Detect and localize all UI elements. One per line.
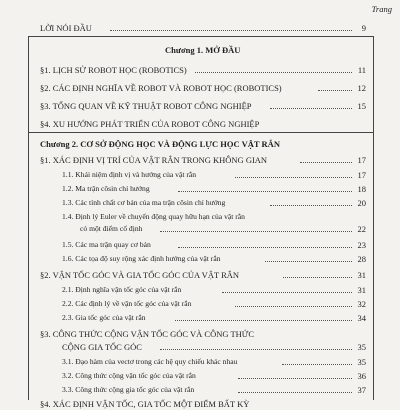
- toc-entry-page: 37: [357, 385, 366, 395]
- leader-dots: [265, 261, 352, 262]
- toc-entry-text: 1.2. Ma trận côsin chỉ hướng: [62, 184, 150, 193]
- leader-dots: [160, 231, 352, 232]
- leader-dots: [175, 320, 352, 321]
- toc-entry-text: LỜI NÓI ĐẦU: [40, 23, 92, 33]
- leader-dots: [110, 30, 352, 31]
- leader-dots: [195, 72, 352, 73]
- toc-entry-s2-1-5: [0, 239, 400, 251]
- toc-entry-text: 3.1. Đạo hàm của vectơ trong các hệ quy chiếu khác nhau: [62, 357, 238, 366]
- toc-entry-text: có một điểm cố định: [80, 224, 143, 233]
- toc-entry-ch1: [0, 44, 400, 56]
- toc-entry-page: 34: [357, 313, 366, 323]
- leader-dots: [318, 90, 352, 91]
- toc-entry-text: 2.1. Định nghĩa vận tốc góc của vật rắn: [62, 285, 182, 294]
- toc-entry-page: 9: [361, 23, 366, 33]
- toc-entry-s2-1-4: [0, 211, 400, 223]
- toc-entry-text: §2. VẬN TỐC GÓC VÀ GIA TỐC GÓC CỦA VẬT RẮN: [40, 270, 240, 280]
- leader-dots: [178, 247, 352, 248]
- toc-entry-text: 1.1. Khái niệm định vị và hướng của vật rắn: [62, 170, 197, 179]
- toc-entry-s2-1: [0, 154, 400, 166]
- toc-entry-text: §2. CÁC ĐỊNH NGHĨA VỀ ROBOT VÀ ROBOT HỌC (ROBOTICS): [40, 83, 282, 93]
- toc-entry-text: §3. TỔNG QUAN VỀ KỸ THUẬT ROBOT CÔNG NGHIỆP: [40, 101, 252, 111]
- leader-dots: [238, 392, 352, 393]
- toc-entry-text: §4. XÁC ĐỊNH VẬN TỐC, GIA TỐC MỘT ĐIỂM BẤT KỲ: [40, 399, 250, 409]
- toc-entry-s2-2-3: [0, 312, 400, 324]
- toc-entry-page: 11: [357, 65, 366, 75]
- leader-dots: [235, 177, 352, 178]
- leader-dots: [283, 277, 352, 278]
- table-rule: [28, 36, 29, 400]
- toc-entry-text: §1. XÁC ĐỊNH VỊ TRÍ CỦA VẬT RẮN TRONG KHÔNG GIAN: [40, 155, 268, 165]
- toc-entry-page: 35: [357, 357, 366, 367]
- toc-entry-page: 15: [357, 101, 366, 111]
- toc-entry-text: 1.3. Các tính chất cơ bản của ma trận côsin chỉ hướng: [62, 198, 226, 207]
- toc-entry-s2-3-2: [0, 370, 400, 382]
- leader-dots: [300, 162, 352, 163]
- toc-entry-page: 31: [357, 285, 366, 295]
- toc-entry-page: 36: [357, 371, 366, 381]
- leader-dots: [222, 292, 352, 293]
- toc-entry-s1-1: [0, 64, 400, 76]
- toc-entry-s2-1-4b: [0, 223, 400, 235]
- table-rule: [28, 132, 373, 133]
- toc-entry-page: 35: [357, 342, 366, 352]
- toc-entry-s2-1-1: [0, 169, 400, 181]
- toc-entry-page: 12: [357, 83, 366, 93]
- toc-entry-loi-noi-dau: [0, 22, 400, 34]
- toc-entry-text: §3. CÔNG THỨC CỘNG VẬN TỐC GÓC VÀ CÔNG THỨC: [40, 329, 255, 339]
- toc-entry-page: 17: [357, 170, 366, 180]
- leader-dots: [270, 205, 352, 206]
- leader-dots: [160, 349, 352, 350]
- toc-entry-s1-4: [0, 118, 400, 130]
- toc-entry-ch2: [0, 138, 400, 150]
- toc-entry-s2-2-1: [0, 284, 400, 296]
- toc-entry-page: 20: [357, 198, 366, 208]
- toc-entry-s2-3-1: [0, 356, 400, 368]
- toc-entry-s2-1-3: [0, 197, 400, 209]
- toc-entry-text: 3.2. Công thức cộng vận tốc góc của vật rắn: [62, 371, 196, 380]
- toc-entry-s1-2: [0, 82, 400, 94]
- toc-entry-s2-2: [0, 269, 400, 281]
- leader-dots: [178, 191, 352, 192]
- toc-entry-page: 28: [357, 254, 366, 264]
- toc-entry-s2-2-2: [0, 298, 400, 310]
- toc-entry-s2-1-6: [0, 253, 400, 265]
- toc-entry-text: CỘNG GIA TỐC GÓC: [62, 342, 142, 352]
- toc-entry-s2-3-3: [0, 384, 400, 396]
- toc-entry-text: 3.3. Công thức cộng gia tốc góc của vật rắn: [62, 385, 195, 394]
- toc-entry-text: 1.6. Các tọa độ suy rộng xác định hướng của vật rắn: [62, 254, 221, 263]
- toc-entry-text: §4. XU HƯỚNG PHÁT TRIỂN CỦA ROBOT CÔNG NGHIỆP: [40, 119, 260, 129]
- toc-entry-s1-3: [0, 100, 400, 112]
- toc-entry-text: 2.2. Các định lý về vận tốc góc của vật rắn: [62, 299, 192, 308]
- toc-entry-page: 23: [357, 240, 366, 250]
- toc-entry-text: Chương 1. MỞ ĐẦU: [165, 45, 241, 55]
- toc-entry-s2-3: [0, 328, 400, 340]
- table-rule: [373, 36, 374, 400]
- leader-dots: [270, 108, 352, 109]
- toc-entry-s2-3b: [0, 341, 400, 353]
- toc-entry-page: 32: [357, 299, 366, 309]
- leader-dots: [238, 378, 352, 379]
- toc-entry-text: §1. LỊCH SỬ ROBOT HỌC (ROBOTICS): [40, 65, 187, 75]
- toc-entry-text: 1.5. Các ma trận quay cơ bản: [62, 240, 151, 249]
- toc-entry-text: Chương 2. CƠ SỞ ĐỘNG HỌC VÀ ĐỘNG LỰC HỌC VẬT RẮN: [40, 139, 280, 149]
- page-column-header: Trang: [371, 4, 392, 14]
- toc-entry-text: 2.3. Gia tốc góc của vật rắn: [62, 313, 146, 322]
- toc-entry-s2-1-2: [0, 183, 400, 195]
- leader-dots: [235, 306, 352, 307]
- toc-entry-page: 18: [357, 184, 366, 194]
- table-rule: [28, 36, 373, 37]
- toc-entry-text: 1.4. Định lý Euler về chuyển động quay hữu hạn của vật rắn: [62, 212, 245, 221]
- toc-entry-page: 17: [357, 155, 366, 165]
- leader-dots: [282, 364, 352, 365]
- toc-entry-page: 22: [357, 224, 366, 234]
- toc-entry-page: 31: [357, 270, 366, 280]
